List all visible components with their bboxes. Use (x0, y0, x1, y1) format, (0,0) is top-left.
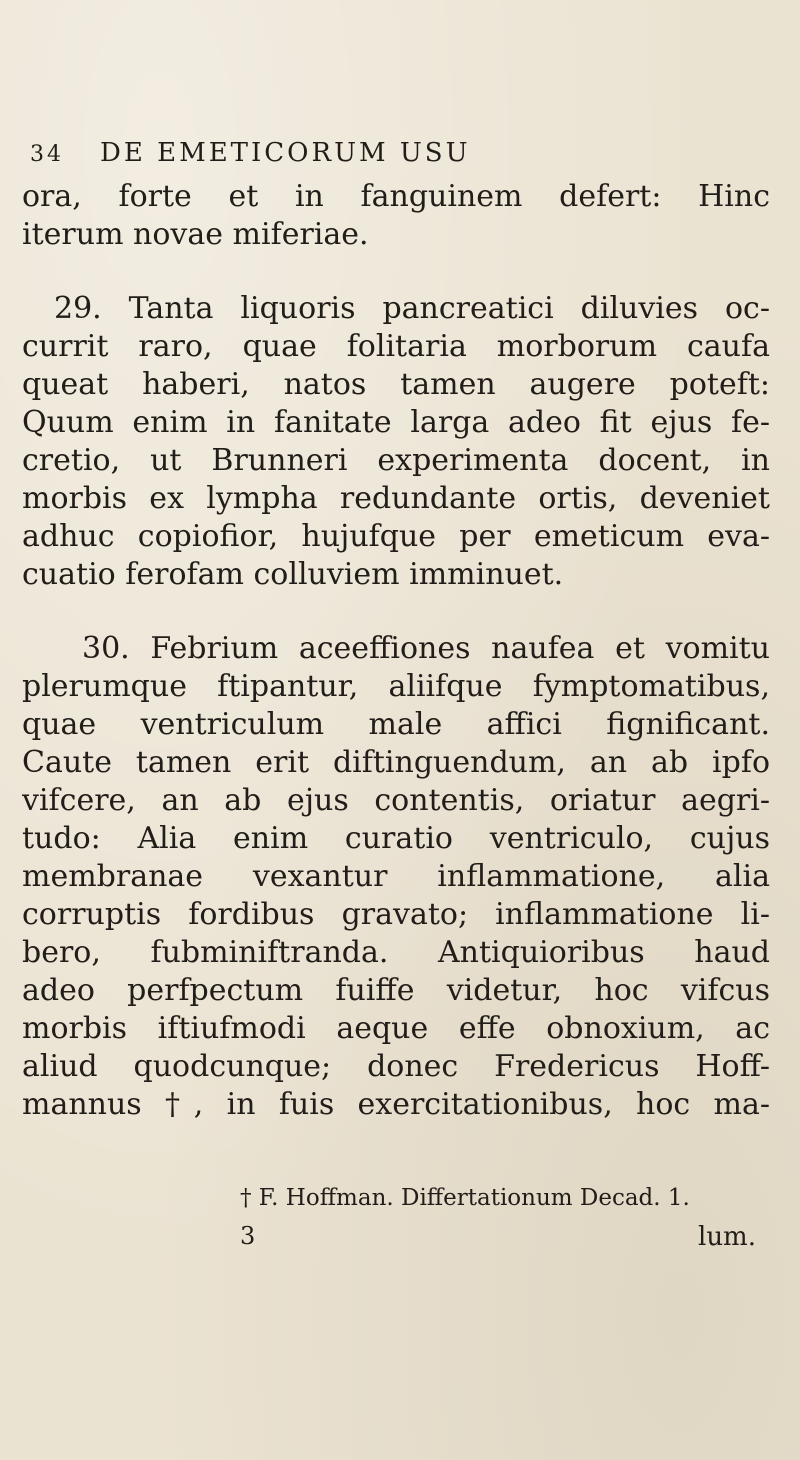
text-line: Caute tamen erit diftinguendum, an ab ipfo (22, 745, 770, 780)
text-line: queat haberi, natos tamen augere poteft: (22, 367, 770, 402)
text-line: morbis ex lympha redundante ortis, deveniet (22, 481, 770, 516)
text-line: Quum enim in fanitate larga adeo fit ejus fe- (22, 405, 770, 440)
text-line: corruptis fordibus gravato; inflammatione li- (22, 897, 770, 932)
text-line: mannus †, in fuis exercitationibus, hoc ma- (22, 1087, 770, 1122)
text-line: morbis iftiufmodi aeque effe obnoxium, ac (22, 1011, 770, 1046)
text-line: aliud quodcunque; donec Fredericus Hoff- (22, 1049, 770, 1084)
text-line: iterum novae miferiae. (22, 217, 369, 252)
text-line: adhuc copiofior, hujufque per emeticum eva- (22, 519, 770, 554)
text-line: currit raro, quae folitaria morborum caufa (22, 329, 770, 364)
text-line: vifcere, an ab ejus contentis, oriatur aegri- (22, 783, 770, 818)
text-line: cuatio ferofam colluviem imminuet. (22, 557, 564, 592)
paragraph-30-start: 30. Febrium aceeffiones naufea et vomitu (82, 631, 770, 666)
catchword: lum. (698, 1222, 756, 1252)
page-number: 34 (30, 142, 64, 167)
text-line: tudo: Alia enim curatio ventriculo, cujus (22, 821, 770, 856)
body-text (22, 178, 770, 1124)
text-line: membranae vexantur inflammatione, alia (22, 859, 770, 894)
footnote: † F. Hoffman. Differtationum Decad. 1. (240, 1185, 690, 1211)
paragraph-29-start: 29. Tanta liquoris pancreatici diluvies oc- (54, 291, 770, 326)
text-line: ora, forte et in fanguinem defert: Hinc (22, 179, 770, 214)
text-line: plerumque ftipantur, aliifque fymptomatibus, (22, 669, 770, 704)
text-line: bero, fubminiftranda. Antiquioribus haud (22, 935, 770, 970)
running-title: DE EMETICORUM USU (100, 138, 471, 168)
signature-mark: 3 (240, 1222, 256, 1250)
text-line: quae ventriculum male affici fignificant. (22, 707, 770, 742)
running-head (30, 138, 730, 168)
text-line: adeo perfpectum fuiffe videtur, hoc vifcus (22, 973, 770, 1008)
text-line: cretio, ut Brunneri experimenta docent, in (22, 443, 770, 478)
